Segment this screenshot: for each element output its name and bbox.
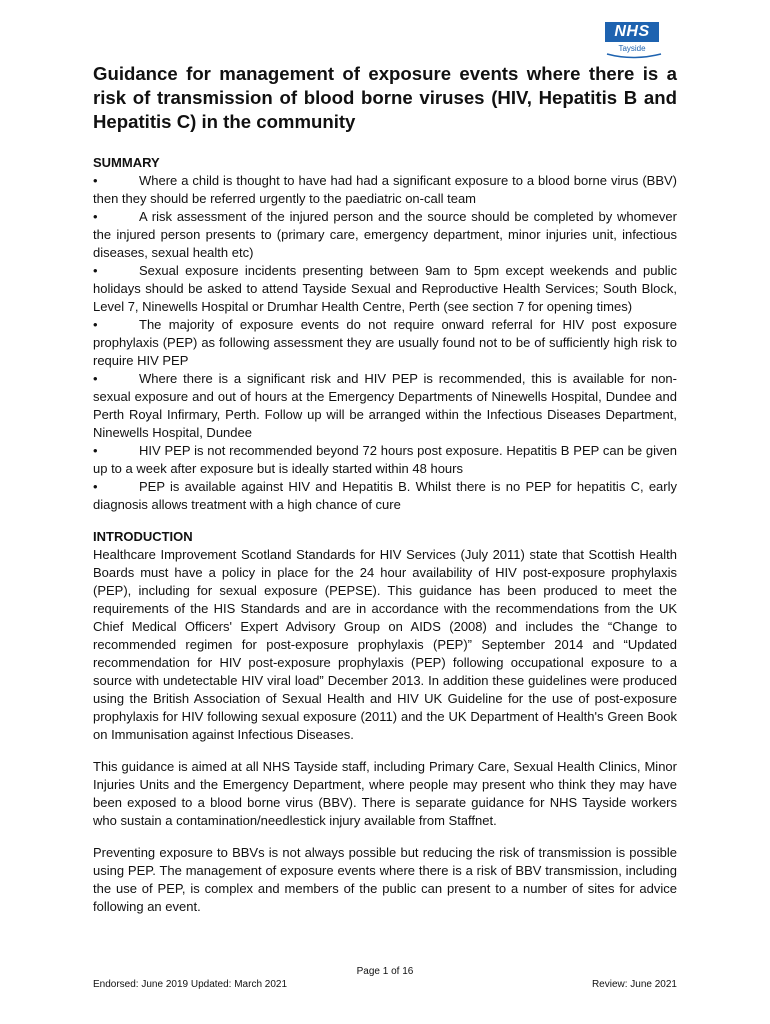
intro-paragraph: Healthcare Improvement Scotland Standards for HIV Services (July 2011) state that Scottish Health Boards must have a policy in place for the 24 hour availability of HIV post-exposure prophylaxis (PEP), including for sexual exposure (PEPSE). This guidance has been produced to meet the requirements of the HIS Standards and are in accordance with the recommendations from the UK Chief Medical Officers' Expert Advisory Group on AIDS (2008) and includes the “Change to recommended regimen for post-exposure prophylaxis (PEP)” September 2014 and “Updated recommendation for HIV post-exposure prophylaxis (PEP) following occupational exposure to a source with undetectable HIV viral load” December 2013. In addition these guidelines were produced using the British Association of Sexual Health and HIV UK Guideline for the use of post-exposure prophylaxis for HIV following sexual exposure (2011) and the UK Department of Health's Green Book on Immunisation against Infectious Diseases. bbox=[93, 547, 677, 742]
list-item: • A risk assessment of the injured person and the source should be completed by whomever the injured person presents to (primary care, emergency department, minor injuries unit, infectious diseases, sexual health etc) bbox=[93, 209, 677, 260]
document-title: Guidance for management of exposure events where there is a risk of transmission of blood borne viruses (HIV, Hepatitis B and Hepatitis C) in the community bbox=[93, 63, 677, 132]
bullet-icon: • bbox=[93, 317, 98, 332]
review-date: Review: June 2021 bbox=[591, 979, 677, 990]
page-number: Page 1 of 16 bbox=[356, 966, 414, 977]
summary-heading: SUMMARY bbox=[93, 155, 160, 170]
swoosh-icon bbox=[605, 52, 663, 60]
list-item: • Where there is a significant risk and HIV PEP is recommended, this is available for non-sexual exposure and out of hours at the Emergency Departments of Ninewells Hospital, Dundee and Perth Royal Infirmary, Perth. Follow up will be arranged within the Infectious Diseases Department, Ninewells Hospital, Dundee bbox=[93, 371, 677, 440]
intro-paragraph: This guidance is aimed at all NHS Tayside staff, including Primary Care, Sexual Health Clinics, Minor Injuries Units and the Emergency Department, where people may present who think they may have been exposed to a blood borne virus (BBV). There is separate guidance for NHS Tayside workers who sustain a contamination/needlestick injury available from Staffnet. bbox=[93, 759, 677, 828]
page-footer bbox=[93, 966, 677, 990]
bullet-icon: • bbox=[93, 371, 98, 386]
list-item: • Where a child is thought to have had had a significant exposure to a blood borne virus (BBV) then they should be referred urgently to the paediatric on-call team bbox=[93, 173, 677, 206]
endorsed-date: Endorsed: June 2019 Updated: March 2021 bbox=[93, 979, 288, 990]
bullet-icon: • bbox=[93, 173, 98, 188]
list-item: • The majority of exposure events do not require onward referral for HIV post exposure prophylaxis (PEP) as following assessment they are usually found not to be of sufficiently high risk to require HIV PEP bbox=[93, 317, 677, 368]
summary-list bbox=[93, 172, 677, 514]
org-name: Tayside bbox=[618, 44, 646, 53]
bullet-icon: • bbox=[93, 479, 98, 494]
list-item: • Sexual exposure incidents presenting between 9am to 5pm except weekends and public holidays should be asked to attend Tayside Sexual and Reproductive Health Services; South Block, Level 7, Ninewells Hospital or Drumhar Health Centre, Perth (see section 7 for opening times) bbox=[93, 263, 677, 314]
nhs-tayside-logo bbox=[605, 22, 663, 58]
list-item: • PEP is available against HIV and Hepatitis B. Whilst there is no PEP for hepatitis C, early diagnosis allows treatment with a high chance of cure bbox=[93, 479, 677, 512]
bullet-icon: • bbox=[93, 443, 98, 458]
introduction-heading: INTRODUCTION bbox=[93, 529, 193, 544]
intro-paragraph: Preventing exposure to BBVs is not always possible but reducing the risk of transmission is possible using PEP. The management of exposure events where there is a risk of BBV transmission, including the use of PEP, is complex and members of the public can present to a number of sites for advice following an event. bbox=[93, 845, 677, 914]
bullet-icon: • bbox=[93, 209, 98, 224]
document-body bbox=[93, 62, 677, 930]
bullet-icon: • bbox=[93, 263, 98, 278]
list-item: • HIV PEP is not recommended beyond 72 hours post exposure. Hepatitis B PEP can be given up to a week after exposure but is ideally started within 48 hours bbox=[93, 443, 677, 476]
nhs-logo-mark: NHS bbox=[605, 22, 659, 42]
